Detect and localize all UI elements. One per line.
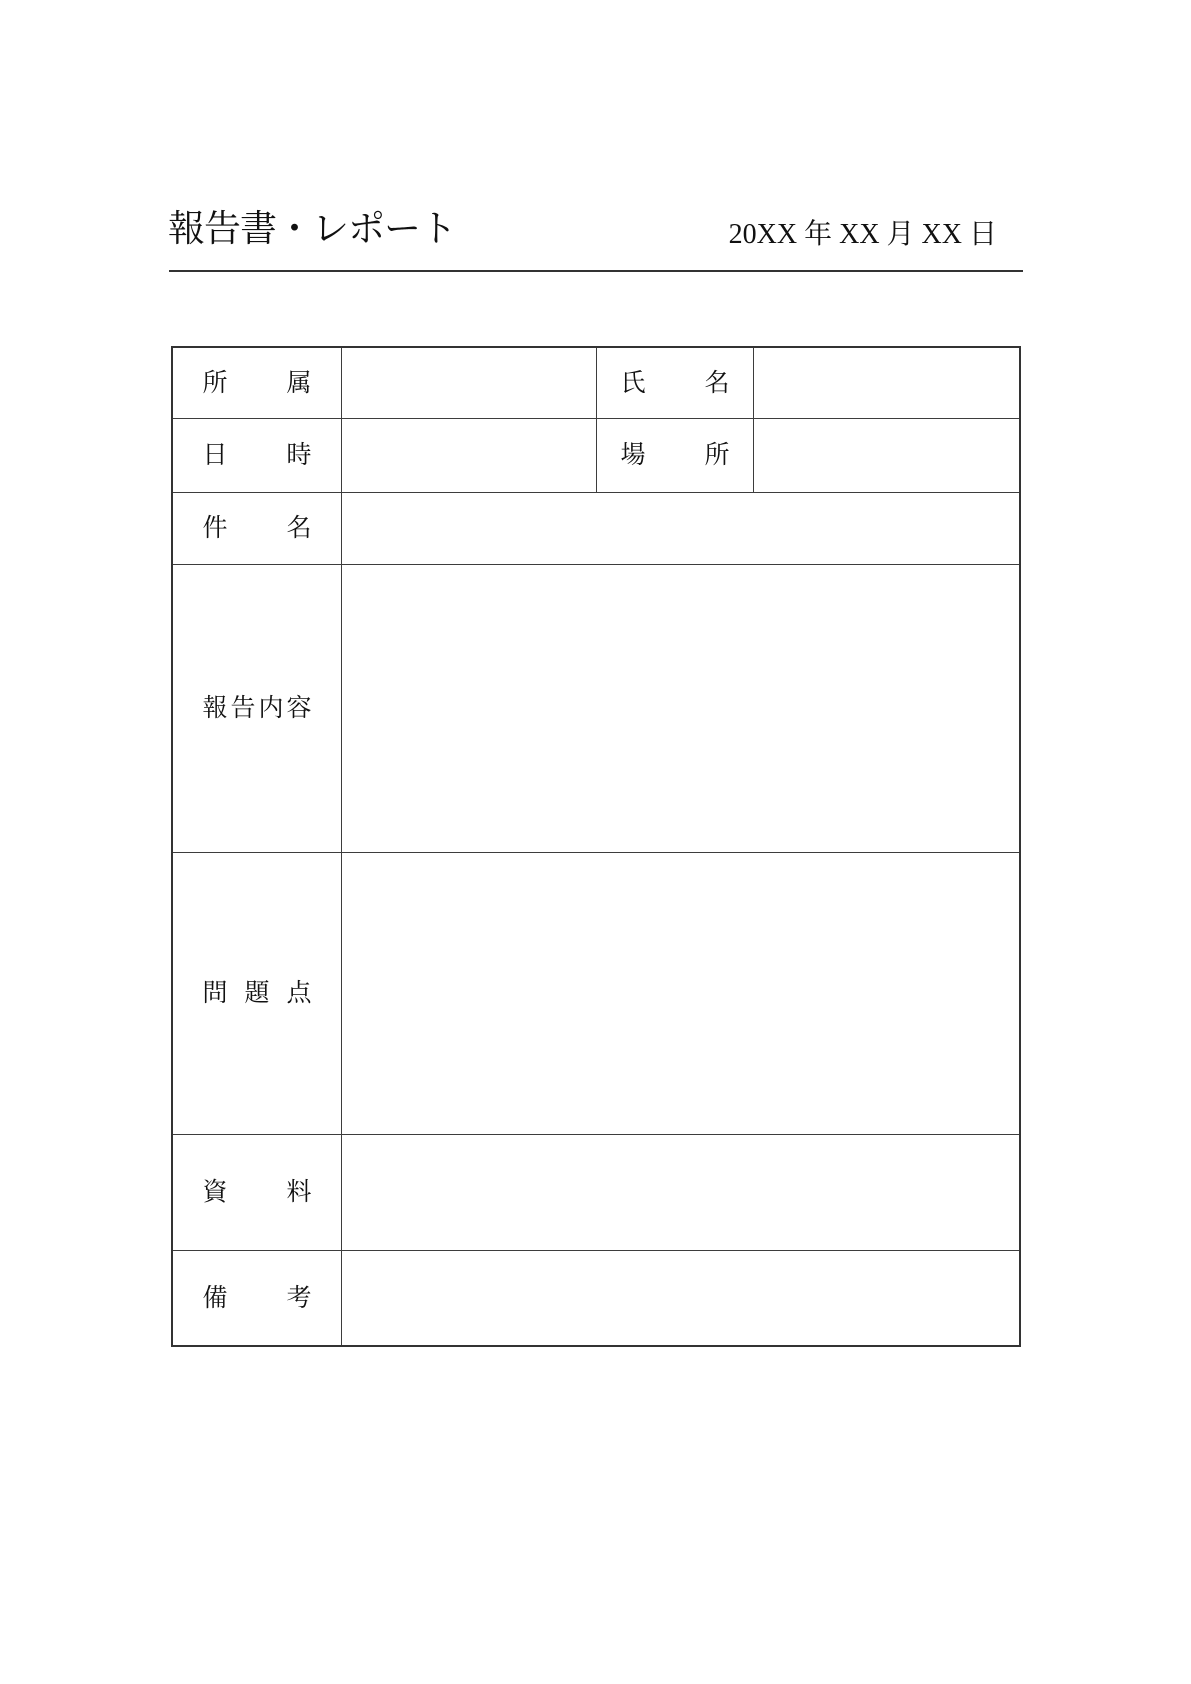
remarks-input[interactable] (342, 1251, 1019, 1345)
affiliation-label-text: 所 属 (202, 369, 312, 397)
date-text: 20XX 年 XX 月 XX 日 (728, 219, 997, 250)
row-datetime-location (173, 419, 1019, 493)
header-divider (169, 270, 1023, 272)
issues-label-text: 問 題 点 (202, 980, 312, 1007)
row-materials (173, 1135, 1019, 1251)
materials-label (173, 1135, 342, 1250)
name-label-text: 氏 名 (620, 369, 730, 397)
name-label (597, 348, 754, 418)
affiliation-label (173, 348, 342, 418)
remarks-label-text: 備 考 (202, 1284, 312, 1312)
report-content-label-text: 報 告 内 容 (202, 695, 312, 722)
location-input[interactable] (754, 419, 1019, 492)
datetime-input[interactable] (342, 419, 597, 492)
row-issues (173, 853, 1019, 1135)
materials-label-text: 資 料 (202, 1179, 312, 1206)
affiliation-input[interactable] (342, 348, 597, 418)
datetime-label (173, 419, 342, 492)
location-label-text: 場 所 (620, 442, 730, 469)
name-input[interactable] (754, 348, 1019, 418)
issues-label (173, 853, 342, 1134)
datetime-label-text: 日 時 (202, 442, 312, 469)
subject-input[interactable] (342, 493, 1019, 564)
subject-label-text: 件 名 (202, 515, 312, 542)
materials-input[interactable] (342, 1135, 1019, 1250)
issues-input[interactable] (342, 853, 1019, 1134)
page-title: 報告書・レポート (168, 209, 456, 250)
row-subject (173, 493, 1019, 565)
row-report-content (173, 565, 1019, 853)
report-content-label (173, 565, 342, 852)
report-content-input[interactable] (342, 565, 1019, 852)
row-remarks (173, 1251, 1019, 1345)
location-label (597, 419, 754, 492)
report-form-table (171, 346, 1021, 1347)
row-affiliation-name (173, 348, 1019, 419)
remarks-label (173, 1251, 342, 1345)
subject-label (173, 493, 342, 564)
